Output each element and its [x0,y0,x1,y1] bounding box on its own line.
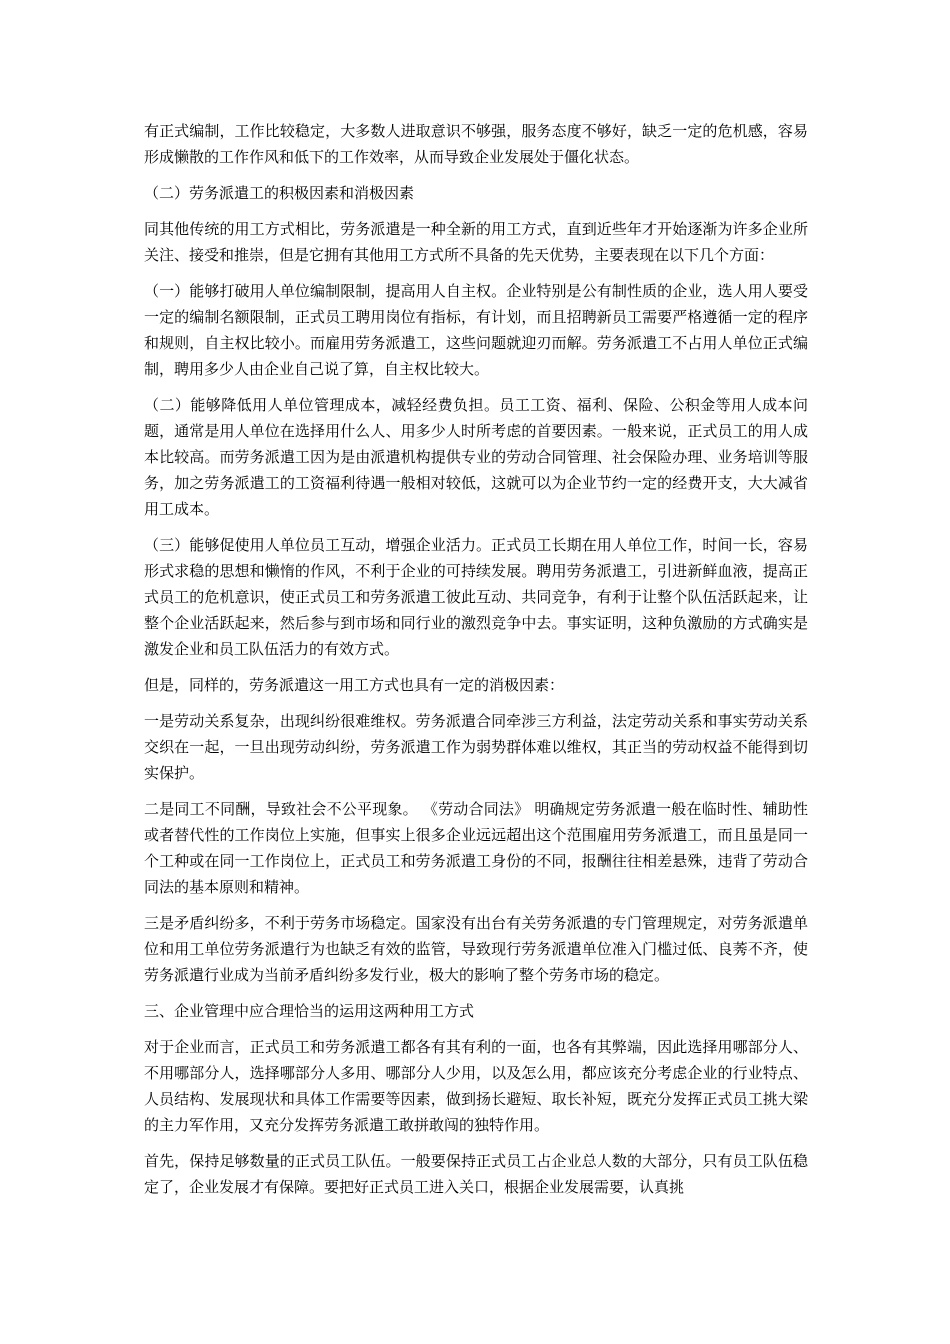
paragraph-enterprise-choice: 对于企业而言，正式员工和劳务派遣工都各有其有利的一面，也各有其弊端，因此选择用哪部分人、不用哪部分人，选择哪部分人多用、哪部分人少用，以及怎么用，都应该充分考虑企业的行业特点、人员结构、发展现状和具体工作需要等因素，做到扬长避短、取长补短，既充分发挥正式员工挑大梁的主力军作用，又充分发挥劳务派遣工敢拼敢闯的独特作用。 [144,1038,808,1134]
paragraph-advantage-1: （一）能够打破用人单位编制限制，提高用人自主权。企业特别是公有制性质的企业，选人用人要受一定的编制名额限制，正式员工聘用岗位有指标，有计划，而且招聘新员工需要严格遵循一定的程序和规则，自主权比较小。而雇用劳务派遣工，这些问题就迎刃而解。劳务派遣工不占用人单位正式编制，聘用多少人由企业自己说了算，自主权比较大。 [144,282,808,378]
section-heading-three: 三、企业管理中应合理恰当的运用这两种用工方式 [144,1002,475,1020]
paragraph-negative-intro: 但是，同样的，劳务派遣这一用工方式也具有一定的消极因素： [144,676,565,694]
section-heading-dispatch-factors: （二）劳务派遣工的积极因素和消极因素 [144,184,415,202]
paragraph-negative-3: 三是矛盾纠纷多，不利于劳务市场稳定。国家没有出台有关劳务派遣的专门管理规定，对劳务派遣单位和用工单位劳务派遣行为也缺乏有效的监管，导致现行劳务派遣单位准入门槛过低、良莠不齐，使劳务派遣行业成为当前矛盾纠纷多发行业，极大的影响了整个劳务市场的稳定。 [144,914,808,984]
paragraph-first-measure: 首先，保持足够数量的正式员工队伍。一般要保持正式员工占企业总人数的大部分，只有员工队伍稳定了，企业发展才有保障。要把好正式员工进入关口，根据企业发展需要，认真挑 [144,1152,808,1196]
paragraph-continuation: 有正式编制，工作比较稳定，大多数人进取意识不够强，服务态度不够好，缺乏一定的危机感，容易形成懒散的工作作风和低下的工作效率，从而导致企业发展处于僵化状态。 [144,122,808,166]
document-page [144,118,808,1210]
paragraph-advantage-3: （三）能够促使用人单位员工互动，增强企业活力。正式员工长期在用人单位工作，时间一长，容易形式求稳的思想和懒惰的作风，不利于企业的可持续发展。聘用劳务派遣工，引进新鲜血液，提高正式员工的危机意识，使正式员工和劳务派遣工彼此互动、共同竞争，有利于让整个队伍活跃起来，让整个企业活跃起来，然后参与到市场和同行业的激烈竞争中去。事实证明，这种负激励的方式确实是激发企业和员工队伍活力的有效方式。 [144,536,808,658]
paragraph-negative-2: 二是同工不同酬，导致社会不公平现象。 《劳动合同法》 明确规定劳务派遣一般在临时性、辅助性或者替代性的工作岗位上实施，但事实上很多企业远远超出这个范围雇用劳务派遣工，而且虽是同一个工种或在同一工作岗位上，正式员工和劳务派遣工身份的不同，报酬往往相差悬殊，违背了劳动合同法的基本原则和精神。 [144,800,808,896]
paragraph-advantage-2: （二）能够降低用人单位管理成本，减轻经费负担。员工工资、福利、保险、公积金等用人成本问题，通常是用人单位在选择用什么人、用多少人时所考虑的首要因素。一般来说，正式员工的用人成本比较高。而劳务派遣工因为是由派遣机构提供专业的劳动合同管理、社会保险办理、业务培训等服务，加之劳务派遣工的工资福利待遇一般相对较低，这就可以为企业节约一定的经费开支，大大减省用工成本。 [144,396,808,518]
paragraph-negative-1: 一是劳动关系复杂，出现纠纷很难维权。劳务派遣合同牵涉三方利益，法定劳动关系和事实劳动关系交织在一起，一旦出现劳动纠纷，劳务派遣工作为弱势群体难以维权，其正当的劳动权益不能得到切实保护。 [144,712,808,782]
paragraph-dispatch-intro: 同其他传统的用工方式相比，劳务派遣是一种全新的用工方式，直到近些年才开始逐渐为许多企业所关注、接受和推崇，但是它拥有其他用工方式所不具备的先天优势，主要表现在以下几个方面： [144,220,808,264]
